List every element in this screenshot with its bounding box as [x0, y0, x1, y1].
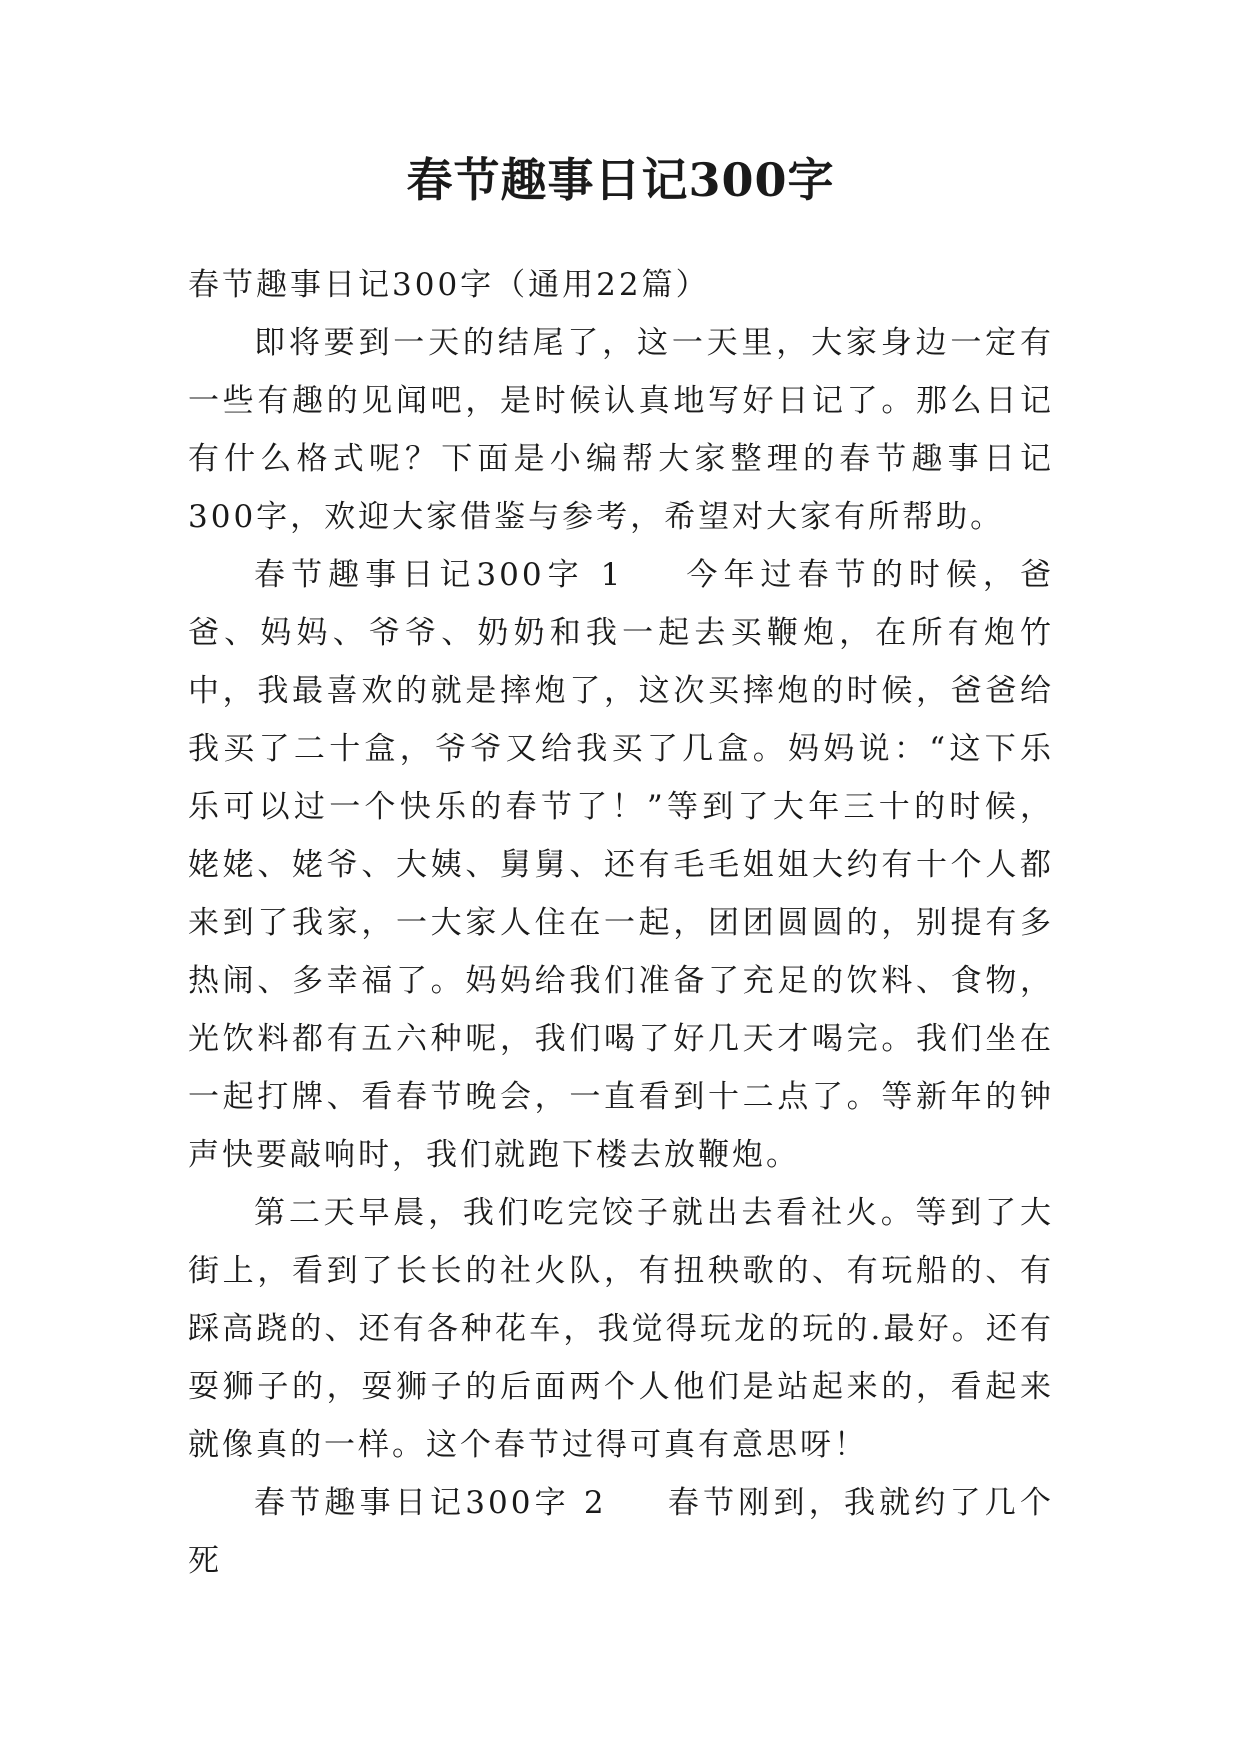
document-title: 春节趣事日记300字 [406, 153, 835, 207]
entry-1-paragraph [188, 546, 1054, 1184]
document-body [188, 256, 1054, 1590]
entry-2-text: 春节刚到，我就约了几个死 [188, 1485, 1055, 1579]
entry-1-text: 今年过春节的时候，爸爸、妈妈、爷爷、奶奶和我一起去买鞭炮，在所有炮竹中，我最喜欢的就是摔炮了，这次买摔炮的时候，爸爸给我买了二十盒，爷爷又给我买了几盒。妈妈说：“这下乐乐可以过一个快乐的春节了！”等到了大年三十的时候，姥姥、姥爷、大姨、舅舅、还有毛毛姐姐大约有十个人都来到了我家，一大家人住在一起，团团圆圆的，别提有多热闹、多幸福了。妈妈给我们准备了充足的饮料、食物，光饮料都有五六种呢，我们喝了好几天才喝完。我们坐在一起打牌、看春节晚会，一直看到十二点了。等新年的钟声快要敲响时，我们就跑下楼去放鞭炮。 [188, 557, 1055, 1173]
entry-1-paragraph-2: 第二天早晨，我们吃完饺子就出去看社火。等到了大街上，看到了长长的社火队，有扭秧歌的、有玩船的、有踩高跷的、还有各种花车，我觉得玩龙的玩的.最好。还有耍狮子的，耍狮子的后面两个人他们是站起来的，看起来就像真的一样。这个春节过得可真有意思呀！ [188, 1195, 1054, 1463]
entry-1-label: 春节趣事日记300字 1 [254, 557, 624, 593]
intro-paragraph: 即将要到一天的结尾了，这一天里，大家身边一定有一些有趣的见闻吧，是时候认真地写好日记了。那么日记有什么格式呢？下面是小编帮大家整理的春节趣事日记300字，欢迎大家借鉴与参考，希望对大家有所帮助。 [188, 325, 1054, 535]
entry-2-paragraph [188, 1474, 1054, 1590]
entry-2-label: 春节趣事日记300字 2 [254, 1485, 607, 1521]
document-subtitle: 春节趣事日记300字（通用22篇） [188, 267, 710, 303]
